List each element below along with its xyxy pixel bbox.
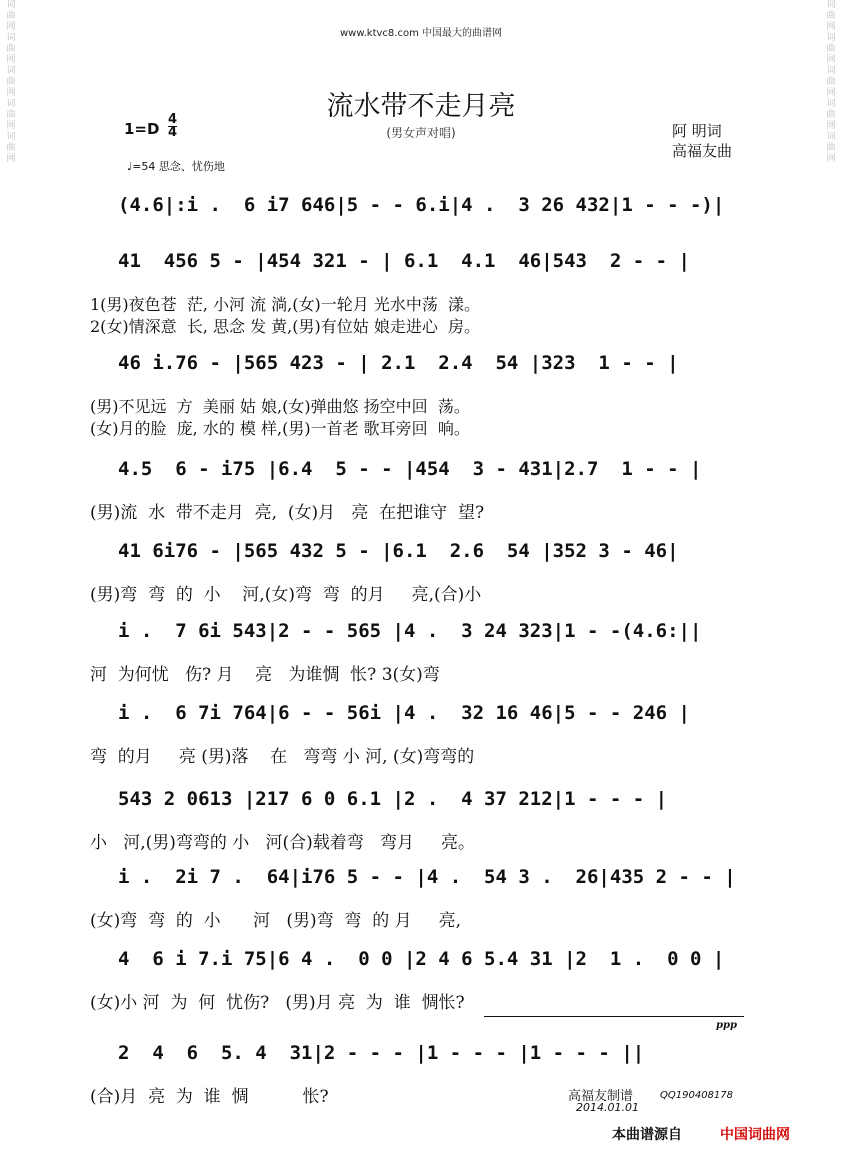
engraver: 高福友制谱 [568, 1089, 634, 1104]
key-signature: 1=D [124, 120, 160, 138]
lyric-line-3-2: (女)月的脸 庞, 水的 模 样,(男)一首老 歌耳旁回 响。 [90, 419, 470, 438]
time-signature-top: 4 [168, 112, 178, 127]
song-subtitle: (男女声对唱) [386, 126, 456, 140]
score-system-6: i . 7 6i 543|2 - - 565 |4 . 3 24 323|1 - -(4.6:|| [118, 620, 702, 642]
score-system-3: 46 i.76 - |565 423 - | 2.1 2.4 54 |323 1 - - | [118, 352, 679, 374]
engraver-contact: QQ190408178 [660, 1090, 734, 1101]
lyric-line-8-1: 小 河,(男)弯弯的 小 河(合)载着弯 弯月 亮。 [90, 833, 475, 853]
tempo-marking: ♩=54 思念、忧伤地 [127, 160, 225, 173]
hairpin [484, 1016, 744, 1029]
score-system-8: 543 2 0613 |217 6 0 6.1 |2 . 4 37 212|1 - - - | [118, 788, 668, 810]
lyric-line-11-1: (合)月 亮 为 谁 惆 怅? [90, 1087, 329, 1107]
lyric-line-5-1: (男)弯 弯 的 小 河,(女)弯 弯 的月 亮,(合)小 [90, 585, 482, 605]
score-system-10: 4 6 i 7.i 75|6 4 . 0 0 |2 4 6 5.4 31 |2 1 . 0 0 | [118, 948, 725, 970]
time-signature [168, 114, 177, 139]
score-system-7: i . 6 7i 764|6 - - 56i |4 . 32 16 46|5 - - 246 | [118, 702, 690, 724]
composer-credit: 高福友曲 [672, 142, 733, 160]
right-watermark: 词曲网词曲网词曲网词曲网词曲网 [826, 0, 836, 164]
score-system-1: (4.6|:i . 6 i7 646|5 - - 6.i|4 . 3 26 432|1 - - -)| [118, 194, 725, 216]
song-title: 流水带不走月亮 [326, 91, 516, 122]
lyricist-credit: 阿 明词 [672, 122, 722, 140]
score-system-11: 2 4 6 5. 4 31|2 - - - |1 - - - |1 - - - || [118, 1042, 645, 1064]
source-note: 本曲谱源自 [612, 1127, 682, 1143]
engrave-date: 2014.01.01 [576, 1101, 639, 1114]
lyric-line-3-1: (男)不见远 方 美丽 姑 娘,(女)弹曲悠 扬空中回 荡。 [90, 397, 470, 416]
lyric-line-2-2: 2(女)情深意 长, 思念 发 黄,(男)有位姑 娘走进心 房。 [90, 317, 481, 336]
left-watermark: 词曲网词曲网词曲网词曲网词曲网 [6, 0, 16, 164]
lyric-line-6-1: 河 为何忧 伤? 月 亮 为谁惆 怅? 3(女)弯 [90, 665, 440, 685]
source-site-link[interactable]: 中国词曲网 [720, 1127, 790, 1143]
lyric-line-4-1: (男)流 水 带不走月 亮, (女)月 亮 在把谁守 望? [90, 503, 485, 523]
score-system-2: 41 456 5 - |454 321 - | 6.1 4.1 46|543 2 - - | [118, 250, 690, 272]
site-header[interactable]: www.ktvc8.com 中国最大的曲谱网 [339, 28, 502, 39]
lyric-line-10-1: (女)小 河 为 何 忧伤? (男)月 亮 为 谁 惆怅? [90, 993, 465, 1013]
time-signature-bottom: 4 [168, 125, 178, 140]
lyric-line-2-1: 1(男)夜色苍 茫, 小河 流 淌,(女)一轮月 光水中荡 漾。 [90, 295, 481, 314]
score-system-4: 4.5 6 - i75 |6.4 5 - - |454 3 - 431|2.7 1 - - | [118, 458, 702, 480]
lyric-line-9-1: (女)弯 弯 的 小 河 (男)弯 弯 的 月 亮, [90, 911, 462, 931]
score-system-9: i . 2i 7 . 64|i76 5 - - |4 . 54 3 . 26|435 2 - - | [118, 866, 736, 888]
score-system-5: 41 6i76 - |565 432 5 - |6.1 2.6 54 |352 3 - 46| [118, 540, 679, 562]
dynamic-marking: ppp [716, 1020, 737, 1031]
lyric-line-7-1: 弯 的月 亮 (男)落 在 弯弯 小 河, (女)弯弯的 [90, 747, 475, 767]
